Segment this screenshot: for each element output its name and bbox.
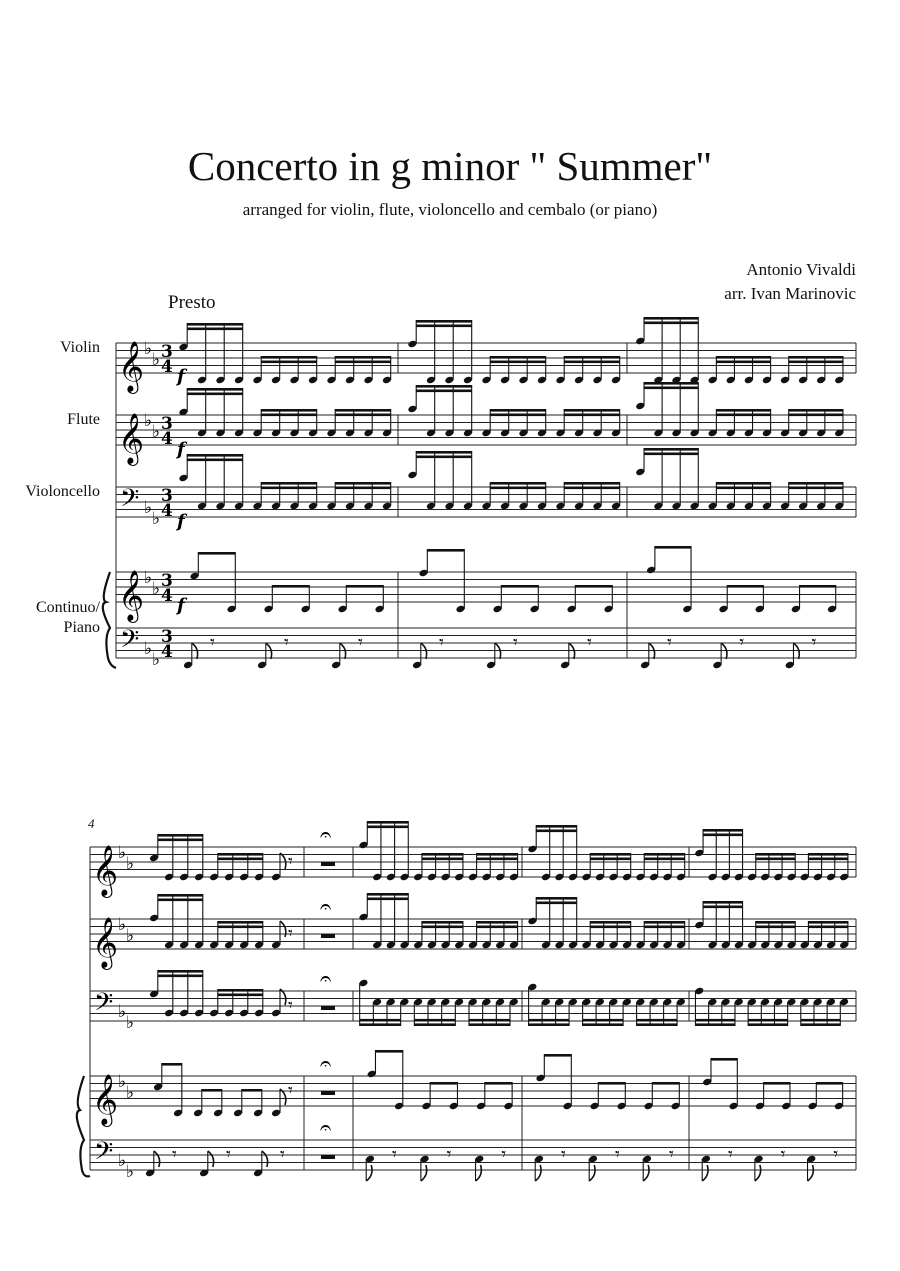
eighth-rest-icon: 𝄾 xyxy=(439,632,444,653)
flat-icon: ♭ xyxy=(144,339,153,359)
beam xyxy=(789,414,843,417)
bass-clef-icon: 𝄢 xyxy=(120,484,140,519)
beam xyxy=(422,858,463,861)
arranger-name: arr. Ivan Marinovic xyxy=(724,284,856,303)
eighth-rest-icon: 𝄾 xyxy=(288,923,293,944)
eighth-rest-icon: 𝄾 xyxy=(392,1144,397,1165)
beam xyxy=(637,1023,678,1026)
brace-icon xyxy=(77,1076,90,1176)
beam xyxy=(716,356,770,359)
half-rest xyxy=(321,862,335,866)
flat-icon: ♭ xyxy=(152,422,161,442)
beam xyxy=(703,834,743,837)
continuo-label-line1: Continuo/ xyxy=(35,599,100,616)
beam xyxy=(801,1019,841,1022)
flat-icon: ♭ xyxy=(118,1002,127,1022)
beam xyxy=(789,482,843,485)
beam xyxy=(652,1082,679,1085)
instrument-label-flute: Flute xyxy=(67,411,100,428)
beam xyxy=(375,1050,402,1053)
time-signature-bottom: 4 xyxy=(161,429,173,449)
beam xyxy=(367,893,408,896)
beam xyxy=(218,858,263,861)
beam xyxy=(469,1019,510,1022)
beam xyxy=(414,1019,455,1022)
fermata-icon: 𝄐 xyxy=(320,1115,332,1139)
instrument-label-violin: Violin xyxy=(60,339,100,356)
fermata-icon: 𝄐 xyxy=(320,822,332,846)
beam xyxy=(187,328,243,331)
composer-name: Antonio Vivaldi xyxy=(746,260,856,279)
tempo-marking: Presto xyxy=(168,292,216,313)
beam xyxy=(789,409,843,412)
time-signature-top: 3 xyxy=(161,342,173,362)
treble-clef-icon: 𝄞 xyxy=(118,570,145,621)
beam xyxy=(261,414,317,417)
flat-icon: ♭ xyxy=(152,650,161,670)
flat-icon: ♭ xyxy=(126,1013,135,1033)
note-flag xyxy=(421,1165,427,1181)
beam xyxy=(272,585,309,588)
note-flag xyxy=(702,1165,708,1181)
eighth-rest-icon: 𝄾 xyxy=(288,851,293,872)
fermata-icon: 𝄐 xyxy=(320,966,332,990)
beam xyxy=(748,1023,788,1026)
beam xyxy=(583,1019,624,1022)
time-signature-bottom: 4 xyxy=(161,357,173,377)
system-2 xyxy=(77,821,856,1182)
beam xyxy=(158,899,203,902)
beam xyxy=(367,898,408,901)
time-signature-bottom: 4 xyxy=(161,642,173,662)
beam xyxy=(346,585,383,588)
beam xyxy=(644,317,698,320)
beam xyxy=(422,921,463,924)
beam xyxy=(583,1023,624,1026)
flat-icon: ♭ xyxy=(144,411,153,431)
eighth-rest-icon: 𝄾 xyxy=(728,1144,733,1165)
flat-icon: ♭ xyxy=(144,498,153,518)
beam xyxy=(158,834,203,837)
beam xyxy=(490,414,546,417)
eighth-rest-icon: 𝄾 xyxy=(501,1144,507,1165)
eighth-rest-icon: 𝄾 xyxy=(358,632,363,653)
beam xyxy=(335,409,391,412)
flat-icon: ♭ xyxy=(118,1151,127,1171)
flat-icon: ♭ xyxy=(126,1162,135,1182)
beam xyxy=(711,1058,737,1061)
brace-icon xyxy=(103,572,116,668)
eighth-rest-icon: 𝄾 xyxy=(172,1144,177,1165)
beam xyxy=(644,382,698,385)
dynamic-forte: f xyxy=(177,595,185,616)
eighth-rest-icon: 𝄾 xyxy=(284,632,289,653)
eighth-rest-icon: 𝄾 xyxy=(615,1144,620,1165)
beam xyxy=(218,926,263,929)
beam xyxy=(644,453,698,456)
flat-icon: ♭ xyxy=(152,350,161,370)
treble-clef-icon: 𝄞 xyxy=(92,845,119,896)
beam xyxy=(644,921,685,924)
beam xyxy=(536,897,577,900)
beam xyxy=(416,451,472,454)
beam xyxy=(158,975,203,978)
flat-icon: ♭ xyxy=(118,843,127,863)
note-flag xyxy=(366,1165,372,1181)
half-rest xyxy=(321,1006,335,1010)
flat-icon: ♭ xyxy=(144,639,153,659)
beam xyxy=(564,409,620,412)
time-signature-top: 3 xyxy=(161,627,173,647)
beam xyxy=(187,393,243,396)
fermata-icon: 𝄐 xyxy=(320,1051,332,1075)
beam xyxy=(187,323,243,326)
beam xyxy=(490,356,546,359)
score-subtitle: arranged for violin, flute, violoncello and cembalo (or piano) xyxy=(242,200,658,219)
flat-icon: ♭ xyxy=(152,579,161,599)
note-flag xyxy=(208,1151,214,1167)
eighth-rest-icon: 𝄾 xyxy=(667,632,672,653)
beam xyxy=(756,926,796,929)
eighth-rest-icon: 𝄾 xyxy=(288,1080,293,1101)
note-flag xyxy=(154,1151,160,1167)
beam xyxy=(800,585,836,588)
beam xyxy=(644,448,698,451)
beam xyxy=(261,356,317,359)
beam xyxy=(644,858,685,861)
beam xyxy=(335,356,391,359)
beam xyxy=(158,839,203,842)
beam xyxy=(703,829,743,832)
beam xyxy=(564,482,620,485)
eighth-rest-icon: 𝄾 xyxy=(811,632,817,653)
eighth-rest-icon: 𝄾 xyxy=(669,1144,674,1165)
note-flag xyxy=(643,1165,649,1181)
half-rest xyxy=(321,934,335,938)
beam xyxy=(158,894,203,897)
beam xyxy=(801,1023,841,1026)
beam xyxy=(490,409,546,412)
beam xyxy=(427,549,464,552)
beam xyxy=(789,487,843,490)
beam xyxy=(644,926,685,929)
beam xyxy=(575,585,612,588)
beam xyxy=(187,388,243,391)
beam xyxy=(490,487,546,490)
time-signature-top: 3 xyxy=(161,571,173,591)
system-1 xyxy=(103,317,856,670)
beam xyxy=(716,414,770,417)
beam xyxy=(335,414,391,417)
note-flag xyxy=(755,1165,761,1181)
beam xyxy=(756,921,796,924)
beam xyxy=(598,1082,625,1085)
beam xyxy=(808,853,848,856)
beam xyxy=(367,826,408,829)
beam xyxy=(644,322,698,325)
beam xyxy=(416,390,472,393)
beam xyxy=(716,409,770,412)
beam xyxy=(477,926,518,929)
beam xyxy=(756,853,796,856)
beam xyxy=(703,901,743,904)
note-flag xyxy=(280,921,286,937)
beam xyxy=(564,361,620,364)
flat-icon: ♭ xyxy=(126,926,135,946)
beam xyxy=(360,1019,401,1022)
half-rest xyxy=(321,1091,335,1095)
beam xyxy=(416,456,472,459)
beam xyxy=(218,994,263,997)
beam xyxy=(218,921,263,924)
eighth-rest-icon: 𝄾 xyxy=(226,1144,231,1165)
note-flag xyxy=(589,1165,595,1181)
eighth-rest-icon: 𝄾 xyxy=(210,632,215,653)
beam xyxy=(816,1082,842,1085)
beam xyxy=(564,414,620,417)
fermata-icon: 𝄐 xyxy=(320,894,332,918)
dynamic-forte: f xyxy=(177,439,185,460)
beam xyxy=(716,487,770,490)
eighth-rest-icon: 𝄾 xyxy=(513,632,518,653)
eighth-rest-icon: 𝄾 xyxy=(833,1144,839,1165)
bass-clef-icon: 𝄢 xyxy=(94,1137,114,1172)
bass-clef-icon: 𝄢 xyxy=(120,625,140,660)
beam xyxy=(335,482,391,485)
treble-clef-icon: 𝄞 xyxy=(118,341,145,392)
eighth-rest-icon: 𝄾 xyxy=(587,632,592,653)
beam xyxy=(261,482,317,485)
note-flag xyxy=(280,853,286,869)
flat-icon: ♭ xyxy=(118,915,127,935)
beam xyxy=(590,926,631,929)
note-flag xyxy=(808,1165,814,1181)
beam xyxy=(469,1023,510,1026)
beam xyxy=(477,853,518,856)
beam xyxy=(158,970,203,973)
beam xyxy=(637,1019,678,1022)
beam xyxy=(529,1019,570,1022)
beam xyxy=(416,385,472,388)
beam xyxy=(764,1082,790,1085)
beam xyxy=(414,1023,455,1026)
eighth-rest-icon: 𝄾 xyxy=(446,1144,452,1165)
beam xyxy=(590,858,631,861)
beam xyxy=(564,356,620,359)
score-title: Concerto in g minor " Summer" xyxy=(187,143,713,189)
beam xyxy=(501,585,538,588)
eighth-rest-icon: 𝄾 xyxy=(561,1144,566,1165)
beam xyxy=(198,552,235,555)
time-signature-top: 3 xyxy=(161,414,173,434)
beam xyxy=(261,487,317,490)
beam xyxy=(485,1082,512,1085)
beam xyxy=(808,921,848,924)
beam xyxy=(808,926,848,929)
beam xyxy=(655,546,691,549)
measure-number: 4 xyxy=(88,816,95,831)
beam xyxy=(695,1023,735,1026)
eighth-rest-icon: 𝄾 xyxy=(280,1144,285,1165)
beam xyxy=(590,921,631,924)
beam xyxy=(756,858,796,861)
beam xyxy=(716,361,770,364)
beam xyxy=(695,1019,735,1022)
note-flag xyxy=(262,1151,268,1167)
beam xyxy=(748,1019,788,1022)
beam xyxy=(716,482,770,485)
beam xyxy=(162,1063,182,1066)
beam xyxy=(261,361,317,364)
beam xyxy=(187,454,243,457)
eighth-rest-icon: 𝄾 xyxy=(739,632,745,653)
time-signature-bottom: 4 xyxy=(161,586,173,606)
beam xyxy=(644,853,685,856)
beam xyxy=(644,387,698,390)
beam xyxy=(490,361,546,364)
beam xyxy=(529,1023,570,1026)
beam xyxy=(430,1082,457,1085)
beam xyxy=(789,361,843,364)
beam xyxy=(360,1023,401,1026)
beam xyxy=(218,989,263,992)
beam xyxy=(416,320,472,323)
eighth-rest-icon: 𝄾 xyxy=(780,1144,786,1165)
bass-clef-icon: 𝄢 xyxy=(94,988,114,1023)
dynamic-forte: f xyxy=(177,511,185,532)
beam xyxy=(422,926,463,929)
beam xyxy=(727,585,763,588)
beam xyxy=(416,325,472,328)
beam xyxy=(477,921,518,924)
beam xyxy=(590,853,631,856)
beam xyxy=(477,858,518,861)
half-rest xyxy=(321,1155,335,1159)
eighth-rest-icon: 𝄾 xyxy=(288,995,293,1016)
treble-clef-icon: 𝄞 xyxy=(92,1074,119,1125)
beam xyxy=(367,821,408,824)
beam xyxy=(536,830,577,833)
beam xyxy=(544,1054,571,1057)
beam xyxy=(335,361,391,364)
treble-clef-icon: 𝄞 xyxy=(118,413,145,464)
beam xyxy=(536,902,577,905)
flat-icon: ♭ xyxy=(144,568,153,588)
time-signature-bottom: 4 xyxy=(161,501,173,521)
flat-icon: ♭ xyxy=(126,1083,135,1103)
flat-icon: ♭ xyxy=(126,854,135,874)
beam xyxy=(218,853,263,856)
beam xyxy=(422,853,463,856)
flat-icon: ♭ xyxy=(118,1072,127,1092)
dynamic-forte: f xyxy=(177,366,185,387)
beam xyxy=(703,906,743,909)
beam xyxy=(490,482,546,485)
beam xyxy=(536,825,577,828)
note-flag xyxy=(476,1165,482,1181)
treble-clef-icon: 𝄞 xyxy=(92,917,119,968)
beam xyxy=(789,356,843,359)
beam xyxy=(564,487,620,490)
beam xyxy=(335,487,391,490)
beam xyxy=(187,459,243,462)
beam xyxy=(261,409,317,412)
continuo-label-line2: Piano xyxy=(63,619,100,636)
flat-icon: ♭ xyxy=(152,509,161,529)
beam xyxy=(242,1089,262,1092)
beam xyxy=(202,1089,222,1092)
note-flag xyxy=(535,1165,541,1181)
time-signature-top: 3 xyxy=(161,486,173,506)
instrument-label-violoncello: Violoncello xyxy=(25,483,100,500)
beam xyxy=(808,858,848,861)
